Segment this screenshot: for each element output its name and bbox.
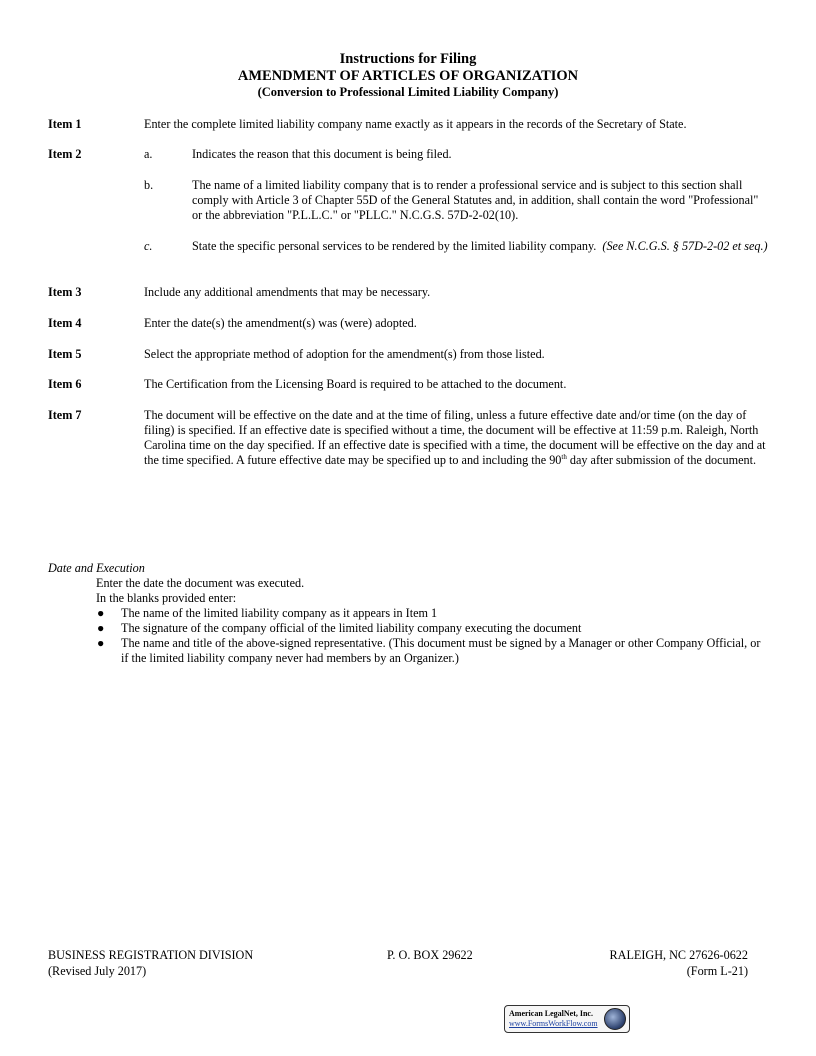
footer-city: RALEIGH, NC 27626-0622 (609, 948, 748, 962)
execution-title: Date and Execution (48, 561, 145, 575)
item-2-c-citation: (See N.C.G.S. § 57D-2-02 et seq.) (602, 239, 768, 253)
footer-form-number: (Form L-21) (686, 964, 748, 978)
item-2-c-body: State the specific personal services to be rendered by the limited liability company. (192, 239, 597, 253)
item-3-text: Include any additional amendments that may be necessary. (144, 285, 431, 299)
item-2-c-text (192, 239, 770, 254)
item-2-c-letter: c. (144, 239, 153, 253)
item-7-text (144, 408, 770, 468)
item-7-body: The document will be effective on the date and at the time of filing, unless a future effective date and/or time (on the day of filing) is specified. If an effective date is specified without a time, the document will be effective at 11:59 p.m. Raleigh, North Carolina time on the day specified. If an effective date is specified with a time, the document will be effective on the day and at the time specified. A future effective date may be specified up to and including the 90 (144, 408, 766, 467)
item-2-b-text: The name of a limited liability company that is to render a professional service and is subject to this section shall comply with Article 3 of Chapter 55D of the General Statutes and, in addition, shall contain the word "Professional" or the abbreviation "P.L.L.C." or "PLLC." N.C.G.S. 57D-2-02(10). (192, 178, 759, 222)
header-title: AMENDMENT OF ARTICLES OF ORGANIZATION (237, 68, 579, 84)
execution-line-2: In the blanks provided enter: (96, 591, 237, 605)
bullet-text: The name and title of the above-signed representative. (This document must be signed by a Manager or other Company Official, or if the limited liability company never had members by an Organizer.) (121, 636, 761, 665)
item-5-text: Select the appropriate method of adoption for the amendment(s) from those listed. (144, 347, 545, 361)
item-4-text: Enter the date(s) the amendment(s) was (were) adopted. (144, 316, 417, 330)
item-2-label: Item 2 (48, 147, 82, 161)
header-subtitle: (Conversion to Professional Limited Liability Company) (257, 85, 559, 99)
item-4-label: Item 4 (48, 316, 82, 330)
item-7-label: Item 7 (48, 408, 82, 422)
item-6-text: The Certification from the Licensing Board is required to be attached to the document. (144, 377, 567, 391)
date-execution-section (48, 561, 770, 666)
item-7-tail: day after submission of the document. (566, 453, 757, 467)
logo-company-name: American LegalNet, Inc. (509, 1009, 593, 1018)
bullet-icon: ● (97, 606, 105, 620)
footer-row-1 (48, 948, 748, 963)
globe-icon (604, 1008, 626, 1030)
footer-row-2 (48, 964, 748, 979)
list-item (48, 621, 770, 636)
list-item (48, 606, 770, 621)
item-6-label: Item 6 (48, 377, 82, 391)
item-2-a-text: Indicates the reason that this document is being filed. (192, 147, 452, 161)
item-1-label: Item 1 (48, 117, 82, 131)
bullet-icon: ● (97, 621, 105, 635)
list-item (48, 636, 770, 666)
item-3-label: Item 3 (48, 285, 82, 299)
footer-revised: (Revised July 2017) (48, 964, 147, 978)
document-header (0, 51, 816, 100)
item-1-text: Enter the complete limited liability company name exactly as it appears in the records of the Secretary of State. (144, 117, 687, 131)
publisher-logo[interactable] (504, 1005, 630, 1033)
item-7-superscript: th (561, 452, 567, 461)
header-instructions: Instructions for Filing (339, 51, 477, 67)
logo-website-link[interactable]: www.FormsWorkFlow.com (509, 1019, 598, 1028)
item-2-a-letter: a. (144, 147, 153, 161)
execution-bullet-list (48, 606, 770, 666)
footer-division: BUSINESS REGISTRATION DIVISION (48, 948, 254, 962)
footer-po-box: P. O. BOX 29622 (387, 948, 473, 962)
bullet-icon: ● (97, 636, 105, 650)
bullet-text: The signature of the company official of the limited liability company executing the document (121, 621, 582, 635)
bullet-text: The name of the limited liability company as it appears in Item 1 (121, 606, 438, 620)
execution-line-1: Enter the date the document was executed. (96, 576, 305, 590)
item-2-b-letter: b. (144, 178, 154, 192)
item-5-label: Item 5 (48, 347, 82, 361)
